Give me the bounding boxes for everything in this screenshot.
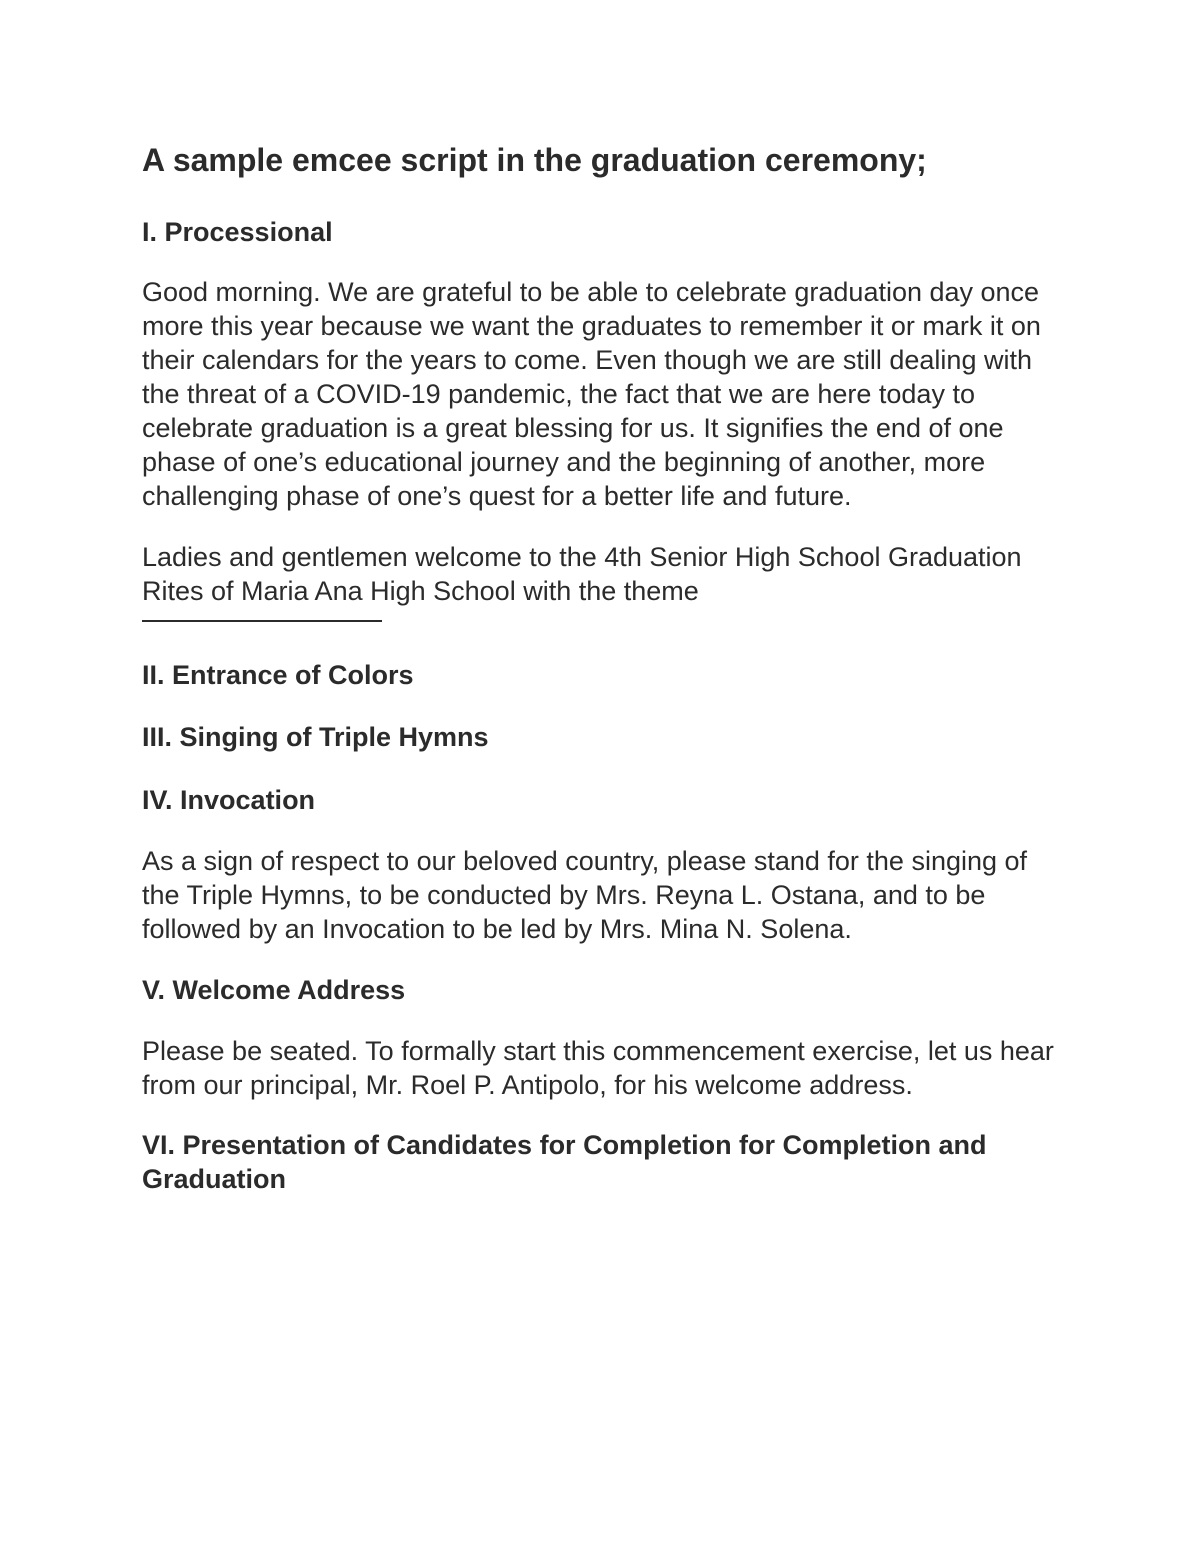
- welcome-paragraph: Ladies and gentlemen welcome to the 4th Senior High School Graduation Rites of Maria Ana High School with the theme: [142, 542, 1022, 606]
- section-heading-processional: I. Processional: [142, 217, 333, 247]
- processional-paragraph: Good morning. We are grateful to be able to celebrate graduation day once more this year because we want the graduates to remember it or mark it on their calendars for the years to come. Even though we are still dealing with the threat of a COVID-19 pandemic, the fact that we are here today to celebrate graduation is a great blessing for us. It signifies the end of one phase of one’s educational journey and the beginning of another, more challenging phase of one’s quest for a better life and future.: [142, 277, 1041, 511]
- section-heading-entrance-of-colors: II. Entrance of Colors: [142, 660, 414, 690]
- invocation-paragraph: As a sign of respect to our beloved country, please stand for the singing of the Triple Hymns, to be conducted by Mrs. Reyna L. Ostana, and to be followed by an Invocation to be led by Mrs. Mina N. Solena.: [142, 846, 1028, 944]
- section-heading-welcome-address: V. Welcome Address: [142, 975, 406, 1005]
- section-heading-triple-hymns: III. Singing of Triple Hymns: [142, 722, 489, 752]
- section-heading-presentation-of-candidates: VI. Presentation of Candidates for Completion for Completion and Graduation: [142, 1130, 987, 1194]
- welcome-address-paragraph: Please be seated. To formally start this commencement exercise, let us hear from our principal, Mr. Roel P. Antipolo, for his welcome address.: [142, 1036, 1054, 1100]
- document-title: A sample emcee script in the graduation ceremony;: [142, 142, 927, 178]
- section-heading-invocation: IV. Invocation: [142, 785, 316, 815]
- document-page: [142, 142, 1072, 1196]
- theme-blank-line: [142, 620, 382, 622]
